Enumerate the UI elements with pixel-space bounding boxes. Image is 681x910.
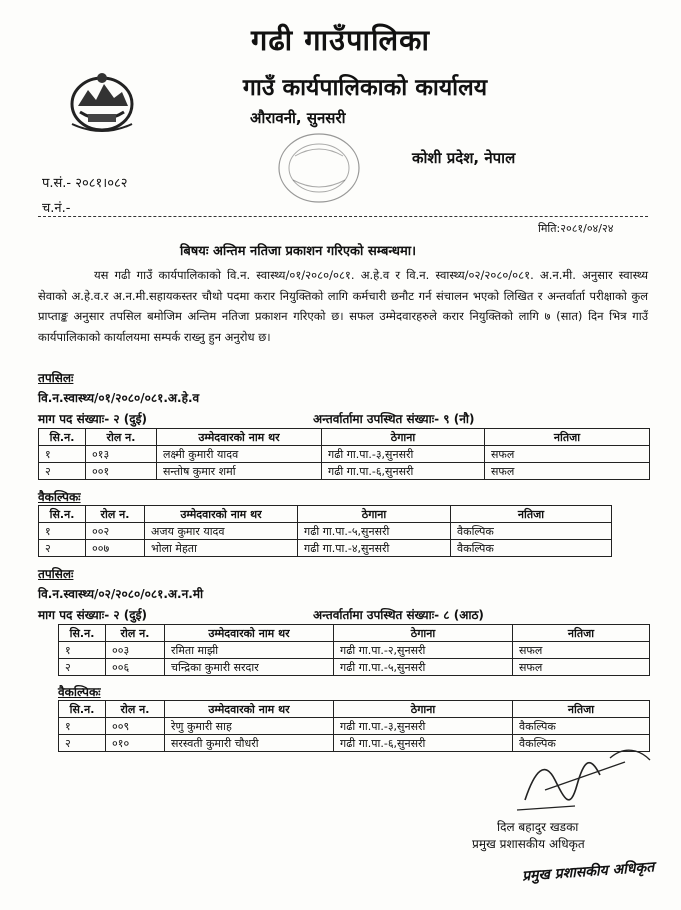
result-table-1 xyxy=(38,428,650,480)
tapsil-label-2: तपसिलः xyxy=(38,567,74,581)
table-header-row xyxy=(39,506,612,523)
cell-result: वैकल्पिक xyxy=(451,523,612,540)
cell-result: वैकल्पिक xyxy=(513,735,650,752)
cell-name: भोला मेहता xyxy=(145,540,298,557)
present-count-2: अन्तर्वार्तामा उपस्थित संख्याः- ८ (आठ) xyxy=(313,608,484,622)
table-row xyxy=(59,659,650,676)
cell-roll: ००७ xyxy=(86,540,145,557)
col-name: उम्मेदवारको नाम थर xyxy=(157,429,322,446)
cell-address: गढी गा.पा.-५,सुनसरी xyxy=(334,659,513,676)
result-table-2 xyxy=(58,624,650,676)
col-address: ठेगाना xyxy=(334,701,513,718)
table-header-row xyxy=(59,625,650,642)
table-row xyxy=(39,463,650,480)
col-name: उम्मेदवारको नाम थर xyxy=(145,506,298,523)
cell-address: गढी गा.पा.-२,सुनसरी xyxy=(334,642,513,659)
table-header-row xyxy=(59,701,650,718)
alternate-table-1 xyxy=(38,505,612,557)
cell-address: गढी गा.पा.-४,सुनसरी xyxy=(298,540,451,557)
cell-result: सफल xyxy=(513,659,650,676)
cell-address: गढी गा.पा.-५,सुनसरी xyxy=(298,523,451,540)
table-row xyxy=(39,446,650,463)
cell-result: वैकल्पिक xyxy=(513,718,650,735)
col-result: नतिजा xyxy=(485,429,650,446)
col-sn: सि.न. xyxy=(59,625,106,642)
handwritten-signature-icon xyxy=(515,740,660,815)
col-sn: सि.न. xyxy=(39,429,86,446)
col-result: नतिजा xyxy=(513,625,650,642)
cell-sn: १ xyxy=(39,523,86,540)
cell-result: सफल xyxy=(485,463,650,480)
cell-roll: ००२ xyxy=(86,523,145,540)
cell-name: चन्द्रिका कुमारी सरदार xyxy=(165,659,334,676)
body-paragraph: यस गढी गाउँ कार्यपालिकाको वि.न. स्वास्थ्य/०१/२०८०/०८१. अ.हे.व र वि.न. स्वास्थ्य/०२/२०८०/०८१. अ.न.मी. अनुसार स्वास्थ्य सेवाको अ.हे.व.र अ.न.मी.सहायकस्तर चौथो पदमा करार नियुक्तिको लागि कर्मचारी छनौट गर्न संचालन भएको लिखित र अन्तर्वार्ता परीक्षाको कुल प्राप्ताङ्क अनुसार तपसिल बमोजिम अन्तिम नतिजा प्रकाशन गरिएको छ। सफल उम्मेदवारहरुले करार नियुक्तिको लागि ७ (सात) दिन भित्र गाउँ कार्यपालिकाको कार्यालयमा सम्पर्क राख्नु हुन अनुरोध छ। xyxy=(38,268,648,344)
cell-result: सफल xyxy=(485,446,650,463)
col-roll: रोल न. xyxy=(106,701,165,718)
cell-roll: ००६ xyxy=(106,659,165,676)
cell-sn: १ xyxy=(59,718,106,735)
cell-address: गढी गा.पा.-६,सुनसरी xyxy=(322,463,485,480)
col-roll: रोल न. xyxy=(86,506,145,523)
cell-sn: २ xyxy=(59,659,106,676)
col-address: ठेगाना xyxy=(334,625,513,642)
cell-name: रमिता माझी xyxy=(165,642,334,659)
cell-sn: २ xyxy=(39,540,86,557)
signer-title: प्रमुख प्रशासकीय अधिकृत xyxy=(472,837,585,851)
col-sn: सि.न. xyxy=(39,506,86,523)
designation-stamp: प्रमुख प्रशासकीय अधिकृत xyxy=(521,859,655,885)
office-name: गढी गाउँपालिका xyxy=(251,23,430,57)
cell-name: अजय कुमार यादव xyxy=(145,523,298,540)
col-name: उम्मेदवारको नाम थर xyxy=(165,625,334,642)
col-roll: रोल न. xyxy=(86,429,157,446)
cell-name: रेणु कुमारी साह xyxy=(165,718,334,735)
table-header-row xyxy=(39,429,650,446)
table-row xyxy=(39,540,612,557)
office-province: कोशी प्रदेश, नेपाल xyxy=(412,149,516,167)
table-row xyxy=(59,642,650,659)
cell-address: गढी गा.पा.-३,सुनसरी xyxy=(334,718,513,735)
nepal-emblem-icon xyxy=(66,66,138,138)
cell-roll: ००९ xyxy=(106,718,165,735)
cell-sn: १ xyxy=(59,642,106,659)
col-address: ठेगाना xyxy=(322,429,485,446)
tapsil-label-1: तपसिलः xyxy=(38,371,74,385)
cell-result: वैकल्पिक xyxy=(451,540,612,557)
reference-number: प.सं.- २०८१।०८२ xyxy=(42,176,128,191)
present-count-1: अन्तर्वार्तामा उपस्थित संख्याः- ९ (नौ) xyxy=(313,412,475,426)
col-name: उम्मेदवारको नाम थर xyxy=(165,701,334,718)
demand-count-1: माग पद संख्याः- २ (दुई) xyxy=(38,412,148,426)
office-address: औरावनी, सुनसरी xyxy=(250,109,346,127)
header-divider xyxy=(38,216,648,217)
demand-count-2: माग पद संख्याः- २ (दुई) xyxy=(38,608,148,622)
cell-result: सफल xyxy=(513,642,650,659)
cell-sn: २ xyxy=(39,463,86,480)
col-sn: सि.न. xyxy=(59,701,106,718)
cell-address: गढी गा.पा.-६,सुनसरी xyxy=(334,735,513,752)
cell-name: लक्ष्मी कुमारी यादव xyxy=(157,446,322,463)
table-row xyxy=(39,523,612,540)
cell-name: सरस्वती कुमारी चौधरी xyxy=(165,735,334,752)
office-subtitle: गाउँ कार्यपालिकाको कार्यालय xyxy=(242,75,488,101)
cell-roll: ००३ xyxy=(106,642,165,659)
cell-roll: ००१ xyxy=(86,463,157,480)
cell-address: गढी गा.पा.-३,सुनसरी xyxy=(322,446,485,463)
document-date: मिति:२०८१/०४/२४ xyxy=(538,222,614,235)
cell-sn: १ xyxy=(39,446,86,463)
subject-line: बिषयः अन्तिम नतिजा प्रकाशन गरिएको सम्बन्धमा। xyxy=(180,244,417,259)
cell-name: सन्तोष कुमार शर्मा xyxy=(157,463,322,480)
cell-roll: ०१० xyxy=(106,735,165,752)
col-result: नतिजा xyxy=(513,701,650,718)
table-row xyxy=(59,718,650,735)
office-seal-icon xyxy=(275,128,363,208)
signer-name: दिल बहादुर खडका xyxy=(497,820,579,834)
col-address: ठेगाना xyxy=(298,506,451,523)
alternate-label-2: वैकल्पिकः xyxy=(58,685,101,699)
alternate-label-1: वैकल्पिकः xyxy=(38,490,81,504)
cell-roll: ०१३ xyxy=(86,446,157,463)
col-result: नतिजा xyxy=(451,506,612,523)
dispatch-number: च.नं.- xyxy=(42,201,71,216)
vacancy-code-1: वि.न.स्वास्थ्य/०१/२०८०/०८१.अ.हे.व xyxy=(38,391,200,405)
vacancy-code-2: वि.न.स्वास्थ्य/०२/२०८०/०८१.अ.न.मी xyxy=(38,587,204,601)
cell-sn: २ xyxy=(59,735,106,752)
col-roll: रोल न. xyxy=(106,625,165,642)
